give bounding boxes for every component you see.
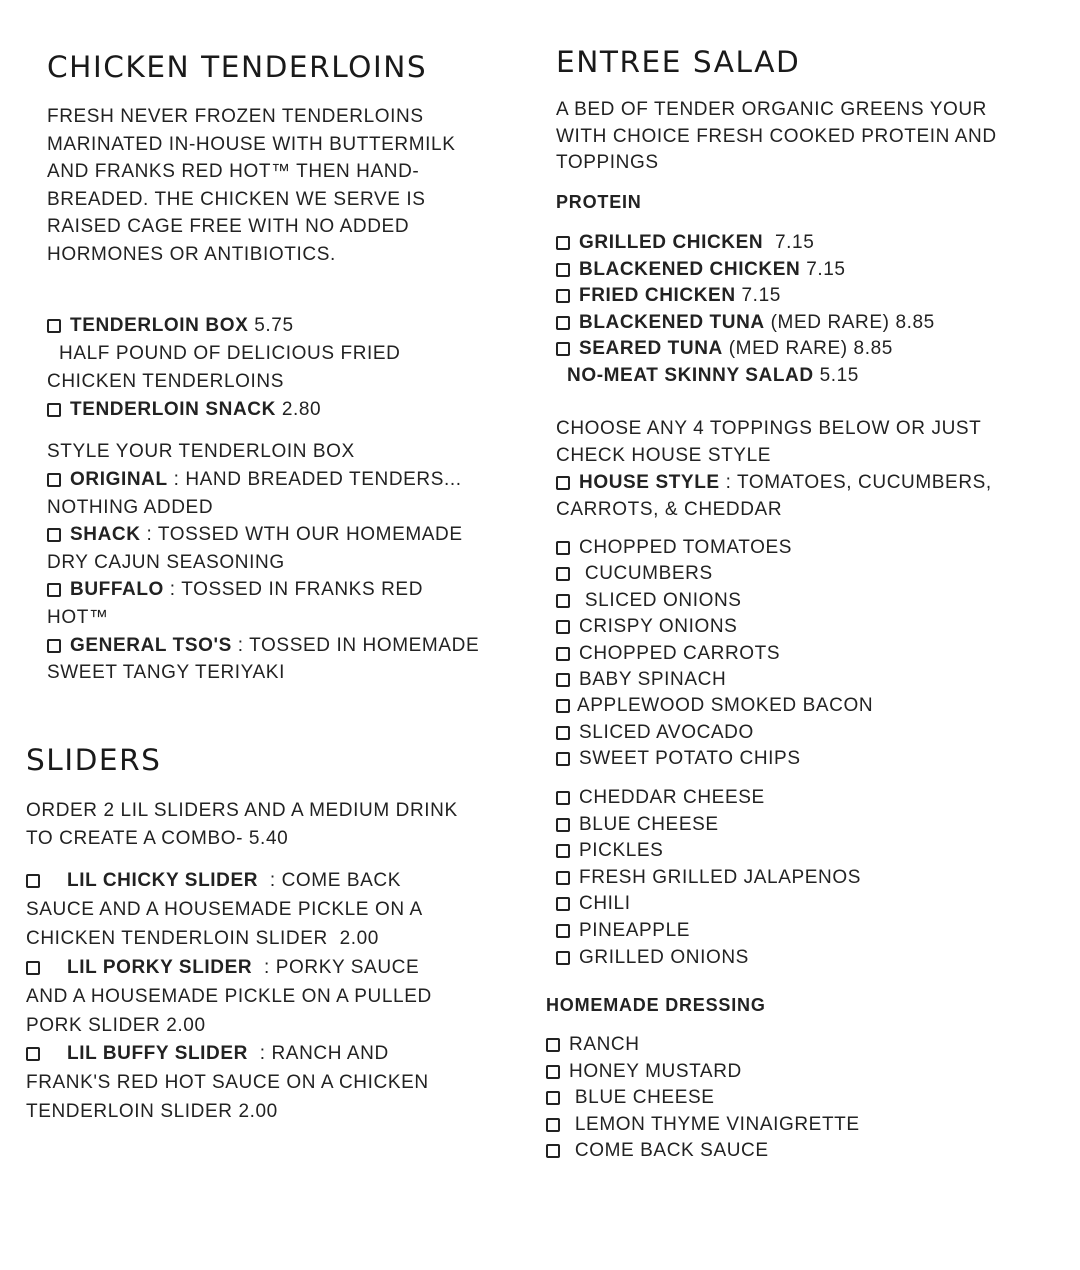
topping-label: FRESH GRILLED JALAPENOS xyxy=(579,866,861,888)
slider-lil-buffy xyxy=(26,1040,432,1069)
protein-price: 7.15 xyxy=(735,285,781,307)
topping-label: CHOPPED TOMATOES xyxy=(579,537,793,558)
slider-lil-chicky xyxy=(26,867,432,896)
original-checkbox[interactable] xyxy=(47,473,61,487)
desc-line: MARINATED IN-HOUSE WITH BUTTERMILK xyxy=(47,133,456,155)
topping-label: PICKLES xyxy=(579,840,664,862)
desc-line: AND FRANKS RED HOT™ THEN HAND- xyxy=(47,161,420,183)
topping-item xyxy=(556,785,861,812)
nomeat-item xyxy=(556,363,935,390)
topping-item xyxy=(556,720,873,746)
topping-checkbox[interactable] xyxy=(556,567,570,581)
topping-label: CHOPPED CARROTS xyxy=(579,642,781,664)
dressing-label: RANCH xyxy=(569,1034,640,1055)
topping-checkbox[interactable] xyxy=(556,647,570,661)
house-style-option xyxy=(556,469,992,496)
topping-label: GRILLED ONIONS xyxy=(579,946,749,968)
style-name: BUFFALO xyxy=(70,579,164,601)
style-option-original xyxy=(47,466,479,494)
tenderloins-description xyxy=(47,103,456,269)
dressing-checkbox[interactable] xyxy=(546,1065,560,1079)
topping-item xyxy=(556,812,861,839)
topping-checkbox[interactable] xyxy=(556,924,570,938)
topping-label: SLICED AVOCADO xyxy=(579,721,754,743)
protein-name: SEARED TUNA xyxy=(579,338,723,360)
house-desc: : TOMATOES, CUCUMBERS, xyxy=(719,472,992,493)
intro-line: CHOOSE ANY 4 TOPPINGS BELOW OR JUST xyxy=(556,418,982,439)
slider-lil-porky xyxy=(26,954,432,983)
combo-line: ORDER 2 LIL SLIDERS AND A MEDIUM DRINK xyxy=(26,800,458,821)
topping-checkbox[interactable] xyxy=(556,752,570,766)
protein-price: 5.15 xyxy=(813,364,859,386)
lil-porky-checkbox[interactable] xyxy=(26,961,40,975)
topping-checkbox[interactable] xyxy=(556,871,570,885)
protein-checkbox[interactable] xyxy=(556,342,570,356)
protein-item xyxy=(556,230,935,257)
style-name: SHACK xyxy=(70,524,141,546)
protein-item xyxy=(556,257,935,284)
slider-items xyxy=(26,867,432,1127)
topping-checkbox[interactable] xyxy=(556,897,570,911)
slider-name: LIL CHICKY SLIDER xyxy=(67,870,259,891)
sliders-combo xyxy=(26,797,458,852)
tenderloin-box-checkbox[interactable] xyxy=(47,319,61,333)
slider-desc-line: TENDERLOIN SLIDER 2.00 xyxy=(26,1101,278,1123)
protein-list xyxy=(556,230,935,390)
style-desc-cont: NOTHING ADDED xyxy=(47,496,214,518)
item-name: TENDERLOIN BOX xyxy=(70,315,249,336)
topping-item xyxy=(556,667,873,693)
dressing-checkbox[interactable] xyxy=(546,1144,560,1158)
protein-checkbox[interactable] xyxy=(556,316,570,330)
topping-label: CUCUMBERS xyxy=(579,563,713,585)
style-desc: : TOSSED WTH OUR HOMEMADE xyxy=(140,524,463,546)
tenderloin-snack-checkbox[interactable] xyxy=(47,403,61,417)
protein-name: NO-MEAT SKINNY SALAD xyxy=(567,364,814,386)
topping-checkbox[interactable] xyxy=(556,594,570,608)
house-style-checkbox[interactable] xyxy=(556,476,570,490)
protein-price: 8.85 xyxy=(847,338,893,360)
topping-label: CHILI xyxy=(579,893,631,915)
desc-line: HORMONES OR ANTIBIOTICS. xyxy=(47,243,336,265)
topping-checkbox[interactable] xyxy=(556,541,570,555)
style-option-shack xyxy=(47,521,479,549)
desc-line: BREADED. THE CHICKEN WE SERVE IS xyxy=(47,188,426,210)
desc-line: FRESH NEVER FROZEN TENDERLOINS xyxy=(47,106,424,127)
topping-item xyxy=(556,945,861,972)
protein-name: GRILLED CHICKEN xyxy=(579,232,764,253)
item-name: TENDERLOIN SNACK xyxy=(70,399,276,420)
slider-desc: : COME BACK xyxy=(258,870,402,891)
dressing-item xyxy=(546,1138,860,1165)
salad-title: ENTREE SALAD xyxy=(556,45,801,79)
topping-item xyxy=(556,641,873,667)
slider-desc-line: FRANK'S RED HOT SAUCE ON A CHICKEN xyxy=(26,1072,429,1094)
topping-checkbox[interactable] xyxy=(556,620,570,634)
protein-name: BLACKENED TUNA xyxy=(579,311,765,333)
slider-desc: : RANCH AND xyxy=(247,1043,389,1065)
style-option-general-tsos xyxy=(47,632,479,660)
desc-line: WITH CHOICE FRESH COOKED PROTEIN AND xyxy=(556,125,997,147)
topping-label: CHEDDAR CHEESE xyxy=(579,787,765,808)
dressing-checkbox[interactable] xyxy=(546,1118,560,1132)
protein-price: 7.15 xyxy=(763,232,815,253)
topping-label: BABY SPINACH xyxy=(579,669,727,691)
topping-item xyxy=(556,865,861,892)
protein-note: (MED RARE) xyxy=(722,338,848,360)
general-tsos-checkbox[interactable] xyxy=(47,639,61,653)
style-title: STYLE YOUR TENDERLOIN BOX xyxy=(47,441,355,462)
house-name: HOUSE STYLE xyxy=(579,472,720,493)
lil-chicky-checkbox[interactable] xyxy=(26,874,40,888)
tenderloin-box-option xyxy=(47,315,294,337)
intro-line: CHECK HOUSE STYLE xyxy=(556,445,772,466)
topping-label: APPLEWOOD SMOKED BACON xyxy=(577,695,874,717)
topping-item xyxy=(556,918,861,945)
style-desc: : TOSSED IN FRANKS RED xyxy=(163,579,424,601)
topping-label: BLUE CHEESE xyxy=(579,813,719,835)
item-price: 5.75 xyxy=(254,315,294,336)
desc-line: A BED OF TENDER ORGANIC GREENS YOUR xyxy=(556,99,987,120)
dressing-item xyxy=(546,1032,860,1059)
slider-desc: : PORKY SAUCE xyxy=(252,956,420,978)
tenderloins-title: CHICKEN TENDERLOINS xyxy=(47,50,428,84)
desc-line: RAISED CAGE FREE WITH NO ADDED xyxy=(47,216,410,238)
dressing-list xyxy=(546,1032,860,1165)
dressing-label: BLUE CHEESE xyxy=(569,1087,715,1108)
style-name: GENERAL TSO'S xyxy=(70,634,232,656)
topping-checkbox[interactable] xyxy=(556,726,570,740)
toppings-list-1 xyxy=(556,535,873,773)
style-desc-cont: DRY CAJUN SEASONING xyxy=(47,551,285,573)
topping-item xyxy=(556,588,873,614)
slider-desc-line: SAUCE AND A HOUSEMADE PICKLE ON A xyxy=(26,898,423,920)
protein-name: BLACKENED CHICKEN xyxy=(579,258,801,280)
toppings-intro xyxy=(556,415,992,523)
style-name: ORIGINAL xyxy=(70,469,168,490)
topping-item xyxy=(556,614,873,640)
topping-checkbox[interactable] xyxy=(556,673,570,687)
topping-item xyxy=(556,746,873,772)
toppings-list-2 xyxy=(556,785,861,971)
tenderloin-box-desc: HALF POUND OF DELICIOUS FRIED xyxy=(59,343,401,364)
slider-desc-line: CHICKEN TENDERLOIN SLIDER 2.00 xyxy=(26,927,379,949)
slider-desc-line: AND A HOUSEMADE PICKLE ON A PULLED xyxy=(26,985,432,1007)
topping-item xyxy=(556,891,861,918)
slider-desc-line: PORK SLIDER 2.00 xyxy=(26,1014,206,1036)
topping-item xyxy=(556,561,873,587)
combo-line: TO CREATE A COMBO- 5.40 xyxy=(26,827,289,849)
style-desc-cont: HOT™ xyxy=(47,606,109,628)
dressing-item xyxy=(546,1085,860,1112)
protein-price: 7.15 xyxy=(800,258,846,280)
lil-buffy-checkbox[interactable] xyxy=(26,1047,40,1061)
topping-item xyxy=(556,535,873,561)
protein-name: FRIED CHICKEN xyxy=(579,285,736,307)
style-option-buffalo xyxy=(47,576,479,604)
topping-checkbox[interactable] xyxy=(556,818,570,832)
topping-checkbox[interactable] xyxy=(556,951,570,965)
shack-checkbox[interactable] xyxy=(47,528,61,542)
dressing-checkbox[interactable] xyxy=(546,1038,560,1052)
desc-line: TOPPINGS xyxy=(556,152,659,173)
tenderloin-box-desc: CHICKEN TENDERLOINS xyxy=(47,371,284,392)
house-desc-cont: CARROTS, & CHEDDAR xyxy=(556,499,783,520)
style-desc: : HAND BREADED TENDERS... xyxy=(167,469,462,490)
sliders-title: SLIDERS xyxy=(26,743,162,777)
buffalo-checkbox[interactable] xyxy=(47,583,61,597)
protein-item xyxy=(556,310,935,337)
dressing-item xyxy=(546,1059,860,1086)
slider-name: LIL BUFFY SLIDER xyxy=(67,1043,248,1065)
protein-checkbox[interactable] xyxy=(556,289,570,303)
dressing-label: HONEY MUSTARD xyxy=(569,1060,742,1082)
style-desc: : TOSSED IN HOMEMADE xyxy=(231,634,480,656)
tenderloin-snack-option xyxy=(47,399,321,421)
slider-name: LIL PORKY SLIDER xyxy=(67,956,253,978)
protein-item xyxy=(556,336,935,363)
topping-checkbox[interactable] xyxy=(556,791,570,805)
topping-label: SLICED ONIONS xyxy=(579,589,742,611)
protein-checkbox[interactable] xyxy=(556,236,570,250)
topping-item xyxy=(556,838,861,865)
dressing-item xyxy=(546,1112,860,1139)
topping-label: SWEET POTATO CHIPS xyxy=(579,748,801,770)
dressing-checkbox[interactable] xyxy=(546,1091,560,1105)
item-price: 2.80 xyxy=(281,399,322,420)
topping-label: PINEAPPLE xyxy=(579,919,691,941)
topping-checkbox[interactable] xyxy=(556,699,570,713)
dressing-title: HOMEMADE DRESSING xyxy=(546,995,766,1015)
dressing-label: LEMON THYME VINAIGRETTE xyxy=(569,1113,860,1135)
protein-checkbox[interactable] xyxy=(556,263,570,277)
protein-price: 8.85 xyxy=(889,311,935,333)
salad-description xyxy=(556,97,997,177)
style-options xyxy=(47,466,479,687)
dressing-label: COME BACK SAUCE xyxy=(569,1140,769,1161)
protein-title: PROTEIN xyxy=(556,192,642,212)
protein-item xyxy=(556,283,935,310)
topping-checkbox[interactable] xyxy=(556,844,570,858)
protein-note: (MED RARE) xyxy=(764,311,890,333)
topping-label: CRISPY ONIONS xyxy=(579,616,738,638)
style-desc-cont: SWEET TANGY TERIYAKI xyxy=(47,662,285,684)
topping-item xyxy=(556,693,873,719)
